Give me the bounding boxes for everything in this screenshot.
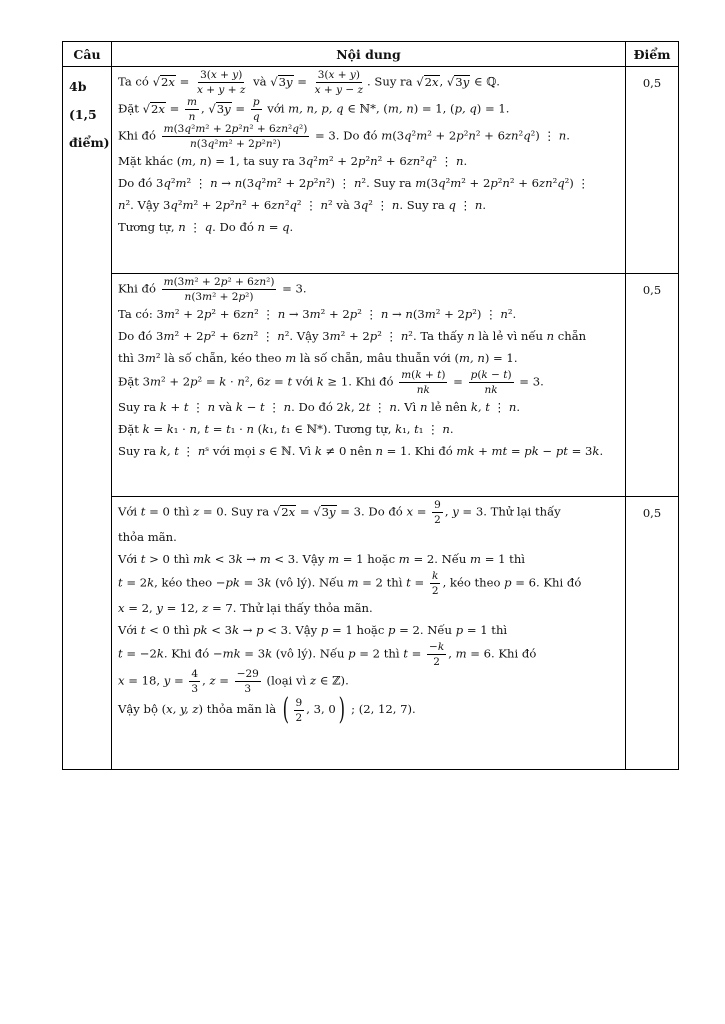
math-line: Với t < 0 thì pk < 3k → p < 3. Vậy p = 1 hoặc p = 2. Nếu p = 1 thì: [118, 623, 508, 637]
table-row: [63, 274, 679, 497]
content-cell: [112, 67, 626, 274]
math-line: Suy ra k, t ⋮ nˢ với mọi s ∈ ℕ. Vì k ≠ 0 nên n = 1. Khi đó mk + mt = pk − pt = 3k.: [118, 444, 604, 458]
math-line: t = 2k, kéo theo −pk = 3k (vô lý). Nếu m = 2 thì t = $\frac{k}{2}$ , kéo theo p = 6. Khi đó: [118, 570, 582, 597]
math-line: Do đó 3q²m² ⋮ n → n(3q²m² + 2p²n²) ⋮ n². Suy ra m(3q²m² + 2p²n² + 6zn²q²) ⋮: [118, 176, 590, 190]
table-row: [63, 497, 679, 770]
math-line: t = −2k. Khi đó −mk = 3k (vô lý). Nếu p = 2 thì t = $\frac{-k}{2}$ , m = 6. Khi đó: [118, 641, 537, 668]
score-cell: 0,5: [626, 274, 679, 497]
math-line: x = 2, y = 12, z = 7. Thử lại thấy thỏa mãn.: [118, 601, 373, 615]
math-line: x = 18, y = $\frac{4}{3}$ , z = $\frac{-29}{3}$ (loại vì z ∈ ℤ).: [118, 668, 349, 695]
math-line: thì 3m² là số chẵn, kéo theo m là số chẵn, mâu thuẫn với (m, n) = 1.: [118, 351, 518, 365]
math-line: Với t > 0 thì mk < 3k → m < 3. Vậy m = 1 hoặc m = 2. Nếu m = 1 thì: [118, 552, 526, 566]
score-cell: 0,5: [626, 497, 679, 770]
table-row: [63, 67, 679, 274]
math-line: Ta có: 3m² + 2p² + 6zn² ⋮ n → 3m² + 2p² ⋮ n → n(3m² + 2p²) ⋮ n².: [118, 307, 517, 321]
content-cell: [112, 274, 626, 497]
content-cell: [112, 497, 626, 770]
question-cell: [63, 67, 112, 770]
header-content: Nội dung: [112, 42, 626, 67]
header-row: [63, 42, 679, 67]
question-points: (1,5: [69, 107, 97, 122]
math-line: Khi đó $\frac{\text{m(3q²m² + 2p²n² + 6zn²q²)}}{\text{n(3q²m² + 2p²n²)}}$ = 3. Do đó m(3q²m² + 2p²n² + 6zn²q²) ⋮ n.: [118, 123, 570, 150]
question-points-unit: điểm): [69, 135, 110, 150]
math-line: thỏa mãn.: [118, 530, 177, 544]
math-line: Mặt khác (m, n) = 1, ta suy ra 3q²m² + 2p²n² + 6zn²q² ⋮ n.: [118, 154, 468, 168]
math-line: Suy ra k + t ⋮ n và k − t ⋮ n. Do đó 2k, 2t ⋮ n. Vì n lẻ nên k, t ⋮ n.: [118, 400, 521, 414]
question-number: 4b: [69, 79, 87, 94]
math-line: n². Vậy 3q²m² + 2p²n² + 6zn²q² ⋮ n² và 3q² ⋮ n. Suy ra q ⋮ n.: [118, 198, 487, 212]
math-line: Với t = 0 thì z = 0. Suy ra √2x = √3y = 3. Do đó x = $\frac{9}{2}$ , y = 3. Thử lại thấy: [118, 499, 561, 526]
grading-table: [62, 41, 679, 770]
math-line: Ta có √2x = $\frac{3(x + y)}{x + y + z}$ và √3y = $\frac{3(x + y)}{x + y - z}$ . Suy ra √2x, √3y ∈ ℚ.: [118, 69, 500, 96]
header-score: Điểm: [626, 42, 679, 67]
math-line: Đặt √2x = $\frac{m}{n}$ , √3y = $\frac{p}{q}$ với m, n, p, q ∈ ℕ*, (m, n) = 1, (p, q) = 1.: [118, 96, 510, 123]
math-line: Đặt k = k₁ · n, t = t₁ · n (k₁, t₁ ∈ ℕ*). Tương tự, k₁, t₁ ⋮ n.: [118, 422, 454, 436]
math-line: Khi đó $\frac{\text{m(3m² + 2p² + 6zn²)}}{\text{n(3m² + 2p²)}}$ = 3.: [118, 276, 307, 303]
header-cau: Câu: [63, 42, 112, 67]
math-line: Vậy bộ (x, y, z) thỏa mãn là ( $\frac{9}{2}$ , 3, 0) ; (2, 12, 7).: [118, 692, 416, 727]
math-line: Do đó 3m² + 2p² + 6zn² ⋮ n². Vậy 3m² + 2p² ⋮ n². Ta thấy n là lẻ vì nếu n chẵn: [118, 329, 587, 343]
math-line: Đặt 3m² + 2p² = k · n², 6z = t với k ≥ 1. Khi đó $\frac{m(k + t)}{nk}$ = $\frac{p(k - t)}{nk}$ = 3.: [118, 369, 544, 396]
score-cell: 0,5: [626, 67, 679, 274]
math-line: Tương tự, n ⋮ q. Do đó n = q.: [118, 220, 294, 234]
